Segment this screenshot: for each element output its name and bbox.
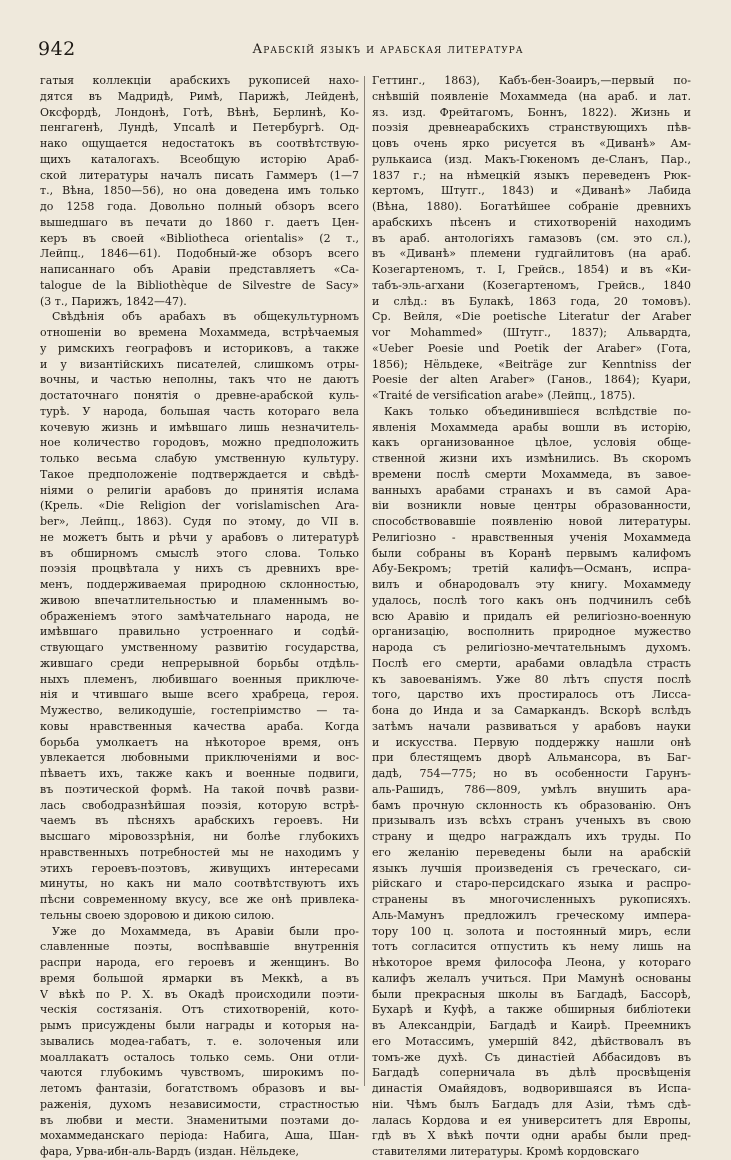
text-line: рымъ присуждены были награды и которыя на- — [40, 1019, 359, 1032]
text-line: ческія состязанія. Отъ стихотвореній, кото- — [40, 1003, 359, 1017]
text-line: минуты, но какъ ни мало соотвѣтствуютъ ихъ — [40, 877, 359, 891]
text-line: Уже до Мохаммеда, въ Аравіи были про- — [52, 924, 359, 938]
text-line: только весьма слабую умственную культуру. — [40, 452, 359, 465]
text-line: лась свободразнѣйшая поэзія, которую встрѣ- — [40, 798, 359, 812]
text-line: его желанію переведены были на арабскій — [372, 845, 691, 859]
text-line: Ср. Вейля, «Die poetische Literatur der Araber — [372, 310, 691, 324]
text-line: династія Омайядовъ, водворившаяся въ Испа- — [372, 1082, 691, 1095]
text-line: гатыя коллекціи арабскихъ рукописей нахо- — [40, 74, 359, 87]
text-line: дадѣ, 754—775; но въ особенности Гарунъ- — [372, 767, 691, 780]
text-line: не можетъ быть и рѣчи у арабовъ о литературѣ — [40, 530, 359, 544]
text-line: нако ощущается недостатокъ въ соотвѣтствую- — [40, 137, 359, 150]
text-line: ственной жизни ихъ измѣнились. Въ скоромъ — [372, 452, 691, 465]
text-line: турѣ. У народа, большая часть котораго вела — [40, 404, 359, 418]
text-line: цовъ очень ярко рисуется въ «Диванѣ» Ам- — [372, 137, 691, 150]
text-line: тотъ согласится отпустить къ нему лишь на — [372, 940, 691, 954]
text-line: табъ-эль-агхани (Козегартеномъ, Грейсв., 1840 — [372, 278, 691, 292]
text-line: Религіозно - нравственныя ученія Мохаммеда — [372, 530, 691, 544]
text-line: кертомъ, Штутг., 1843) и «Диванѣ» Лабида — [372, 184, 691, 198]
text-line: страну и щедро награждалъ ихъ труды. По — [372, 830, 691, 843]
text-line: того, царство ихъ простиралось отъ Лисса- — [372, 688, 691, 702]
text-line: Свѣдѣнія объ арабахъ въ общекультурномъ — [52, 310, 359, 324]
text-line: (3 т., Парижъ, 1842—47). — [40, 294, 187, 308]
text-line: лалась Кордова и ея университетъ для Европы, — [372, 1113, 691, 1127]
text-line: кочевую жизнь и имѣвшаго лишь незначитель- — [40, 420, 359, 434]
text-line: мохаммеданскаго періода: Набига, Аша, Шан- — [40, 1129, 359, 1143]
text-line: (Вѣна, 1880). Богатѣйшее собраніе древнихъ — [372, 200, 691, 213]
text-line: призывалъ изъ всѣхъ странъ ученыхъ въ свою — [372, 814, 691, 828]
text-line: чаются глубокимъ чувствомъ, широкимъ по- — [40, 1066, 359, 1080]
text-line: борьба умолкаетъ на нѣкоторое время, онъ — [40, 735, 359, 749]
text-line: бона до Инда и за Самаркандъ. Вскорѣ вслѣдъ — [372, 704, 691, 717]
text-line: снѣвшій появленіе Мохаммеда (на араб. и лат. — [372, 89, 691, 103]
text-line: поэзія древнеарабскихъ странствующихъ пѣв- — [372, 121, 691, 135]
text-line: вилъ и обнародовалъ эту книгу. Мохаммеду — [372, 578, 691, 591]
text-line: Аль-Мамунъ предложилъ греческому импера- — [372, 908, 691, 922]
text-line: гдѣ въ X вѣкѣ почти одни арабы были пред- — [372, 1129, 691, 1143]
text-line: Мужество, великодушіе, гостепріимство — та- — [40, 704, 359, 717]
text-line: и искусства. Первую поддержку нашли онѣ — [372, 735, 691, 749]
text-line: 1856); Нёльдеке, «Beiträge zur Kenntniss der — [372, 357, 691, 371]
text-line: способствовавшіе появленію новой литературы. — [372, 515, 691, 528]
text-line: раженія, духомъ независимости, страстностью — [40, 1097, 359, 1111]
text-line: чаемъ въ пѣсняхъ арабскихъ героевъ. Ни — [40, 814, 359, 828]
text-line: щихъ каталогахъ. Всеобщую исторію Араб- — [40, 152, 359, 166]
text-line: ображеніемъ этого замѣчательнаго народа, не — [40, 609, 359, 623]
text-line: до 1258 года. Довольно полный обзоръ всего — [40, 200, 359, 213]
text-line: ставителями литературы. Кромѣ кордовскаго — [372, 1145, 640, 1158]
text-line: «Ueber Poesie und Poetik der Araber» (Гота, — [372, 341, 691, 355]
text-line: и у византійскихъ писателей, слишкомъ отры- — [40, 357, 359, 371]
text-line: Багдадѣ соперничала въ дѣлѣ просвѣщенія — [372, 1066, 691, 1080]
text-line: т., Вѣна, 1850—56), но она доведена имъ только — [40, 184, 359, 198]
text-line: времени послѣ смерти Мохаммеда, въ завое- — [372, 467, 691, 481]
page-header — [38, 38, 698, 62]
text-line: достаточнаго понятія о древне-арабской куль- — [40, 389, 359, 402]
text-line: фара, Урва-ибн-аль-Вардъ (издан. Нёльдеке, — [40, 1145, 299, 1158]
text-line: менъ, поддерживаемая природною склонностью, — [40, 578, 359, 591]
text-line: какъ организованное цѣлое, условія обще- — [372, 436, 691, 450]
text-line: Poesie der alten Araber» (Ганов., 1864); Куари, — [372, 373, 691, 387]
text-line: въ любви и мести. Знаменитыми поэтами до- — [40, 1113, 359, 1127]
text-line: вышедшаго въ печати до 1860 г. даетъ Цен- — [40, 215, 359, 229]
text-line: живою впечатлительностью и пламеннымъ во- — [40, 593, 359, 607]
text-line: отношеніи во времена Мохаммеда, встрѣчаемыя — [40, 326, 359, 339]
text-line: Какъ только объединившіеся вслѣдствіе по- — [384, 404, 691, 418]
text-line: у римскихъ географовъ и историковъ, а также — [40, 341, 359, 355]
text-line: въ поэтической формѣ. На такой почвѣ разви- — [40, 782, 359, 796]
text-line: аль-Рашидъ, 786—809, умѣлъ внушить ара- — [372, 782, 691, 796]
text-line: въ обширномъ смыслѣ этого слова. Только — [40, 546, 359, 560]
text-line: (Крель. «Die Religion der vorislamischen Ara- — [40, 499, 359, 513]
text-line: ванныхъ арабами странахъ и въ самой Ара- — [372, 483, 691, 497]
text-line: ніями о религіи арабовъ до принятія ислама — [40, 483, 359, 497]
text-line: нія и чтившаго выше всего храбреца, героя. — [40, 688, 359, 702]
text-line: всю Аравію и придалъ ей религіозно-военную — [372, 609, 691, 623]
running-title: Арабскій языкъ и арабская литература — [252, 42, 524, 57]
text-line: поэзія процвѣтала у нихъ съ древнихъ вре- — [40, 562, 359, 576]
text-line: явленія Мохаммеда арабы вошли въ исторію, — [372, 420, 691, 434]
text-line: организацію, восполнить природное мужество — [372, 625, 691, 639]
text-line: написаннаго объ Аравіи представляетъ «Ca- — [40, 263, 359, 276]
text-line: славленные поэты, воспѣвавшіе внутреннія — [40, 940, 359, 954]
text-line: Лейпц., 1846—61). Подобный-же обзоръ всего — [40, 247, 359, 261]
text-line: віи возникли новые центры образованности, — [372, 499, 691, 513]
text-line: томъ-же духѣ. Съ династіей Аббасидовъ въ — [372, 1050, 691, 1064]
text-line: «Traité de versification arabe» (Лейпц., 1875). — [372, 389, 636, 402]
text-line: яз. изд. Фрейтагомъ, Боннъ, 1822). Жизнь и — [372, 105, 691, 119]
text-line: нѣкоторое время философа Леона, у котораго — [372, 956, 691, 969]
text-line: арабскихъ пѣсенъ и стихотвореній находимъ — [372, 215, 691, 229]
text-line: ныхъ племенъ, любившаго военныя приключе- — [40, 672, 359, 686]
text-line: V вѣкѣ по Р. Х. въ Окадѣ происходили поэти- — [40, 987, 359, 1001]
text-line: нравственныхъ потребностей мы не находимъ у — [40, 845, 359, 859]
text-line: Оксфордѣ, Лондонѣ, Готѣ, Вѣнѣ, Берлинѣ, Ко- — [40, 105, 359, 119]
text-line: были собраны въ Коранѣ первымъ калифомъ — [372, 546, 691, 560]
text-line: Послѣ его смерти, арабами овладѣла страсть — [372, 656, 691, 670]
text-line: его Мотассимъ, умершій 842, дѣйствовалъ въ — [372, 1034, 691, 1048]
text-line: Бухарѣ и Куфѣ, а также обширныя библіотеки — [372, 1003, 691, 1017]
text-line: были прекрасныя школы въ Багдадѣ, Бассорѣ, — [372, 987, 691, 1001]
text-line: Такое предположеніе подтверждается и свѣдѣ- — [40, 467, 359, 481]
text-line: вочны, и частью неполны, такъ что не даютъ — [40, 373, 359, 387]
text-line: увлекается любовными приключеніями и вос- — [40, 751, 359, 765]
text-line: имѣвшаго правильно устроеннаго и содѣй- — [40, 625, 359, 639]
text-line: и слѣд.: въ Булакѣ, 1863 года, 20 томовъ). — [372, 294, 691, 308]
text-line: въ араб. антологіяхъ гамазовъ (см. это сл.), — [372, 231, 691, 245]
text-line: бамъ прочную склонность къ образованію. Онъ — [372, 798, 691, 812]
text-line: при блестящемъ дворѣ Альмансора, въ Баг- — [372, 751, 691, 765]
text-line: тору 100 ц. золота и постоянный миръ, если — [372, 924, 691, 938]
text-line: рійскаго и старо-персидскаго языка и распро- — [372, 877, 691, 891]
text-line: рулькаиса (изд. Макъ-Гюкеномъ де-Сланъ, Пар., — [372, 152, 691, 166]
text-line: керъ въ своей «Bibliotheca orientalis» (2 т., — [40, 231, 359, 245]
text-line: моаллакатъ осталось только семь. Они отли- — [40, 1050, 359, 1064]
text-line: летомъ фантазіи, богатствомъ образовъ и вы- — [40, 1082, 359, 1095]
text-line: пѣваетъ ихъ, также какъ и военные подвиги, — [40, 767, 359, 780]
text-line: странены въ многочисленныхъ рукописяхъ. — [372, 893, 691, 906]
text-line: ковы нравственныя качества араба. Когда — [40, 719, 359, 733]
text-line: Козегартеномъ, т. I, Грейсв., 1854) и въ «Ки- — [372, 263, 691, 276]
text-line: распри народа, его героевъ и женщинъ. Во — [40, 956, 359, 969]
text-line: высшаго міровоззрѣнія, ни болѣе глубокихъ — [40, 830, 359, 843]
text-line: этихъ героевъ-поэтовъ, живущихъ интересами — [40, 861, 359, 875]
text-line: ствующаго умственному развитію государства, — [40, 641, 359, 654]
text-line: удалось, послѣ того какъ онъ подчинилъ себѣ — [372, 593, 691, 607]
text-line: калифъ желалъ учиться. При Мамунѣ основаны — [372, 971, 691, 985]
text-line: народа съ религіозно-мечтательнымъ духомъ. — [372, 641, 691, 654]
text-line: vor Mohammed» (Штутг., 1837); Альвардта, — [372, 326, 691, 339]
text-line: тельны своею здоровою и дикою силою. — [40, 908, 275, 922]
text-line: ской литературы началъ писать Гаммеръ (1—7 — [40, 168, 359, 182]
text-line: въ Александріи, Багдадѣ и Каирѣ. Преемникъ — [372, 1019, 691, 1032]
text-line: пѣсни современному вкусу, все же онѣ привлека- — [40, 893, 359, 906]
text-line: пенгагенѣ, Лундѣ, Упсалѣ и Петербургѣ. Од- — [40, 121, 359, 135]
left-column — [40, 73, 359, 1160]
text-line: ніи. Чѣмъ былъ Багдадъ для Азіи, тѣмъ сдѣ- — [372, 1097, 691, 1111]
text-line: talogue de la Bibliothèque de Silvestre de Sacy» — [40, 278, 359, 292]
column-divider — [364, 76, 365, 1086]
text-line: ное количество городовъ, можно предположить — [40, 436, 359, 450]
right-column — [372, 73, 691, 1160]
text-line: жившаго среди непрерывной борьбы отдѣль- — [40, 656, 359, 670]
text-line: ber», Лейпц., 1863). Судя по этому, до VII в. — [40, 515, 359, 528]
text-line: Геттинг., 1863), Кабъ-бен-Зоаиръ,—первый по- — [372, 74, 691, 87]
text-line: затѣмъ начали развиваться у арабовъ науки — [372, 719, 691, 733]
text-line: въ «Диванѣ» племени гудгайлитовъ (на араб. — [372, 247, 691, 261]
text-line: зывались модеа-габатъ, т. е. золоченыя или — [40, 1034, 359, 1048]
text-line: къ завоеваніямъ. Уже 80 лѣтъ спустя послѣ — [372, 672, 691, 686]
text-line: время большой ярмарки въ Меккѣ, а въ — [40, 971, 359, 985]
text-line: языкъ лучшія произведенія съ греческаго, си- — [372, 861, 691, 875]
text-line: Абу-Бекромъ; третій калифъ—Османъ, испра- — [372, 562, 691, 576]
page-number: 942 — [38, 38, 76, 60]
text-line: дятся въ Мадридѣ, Римѣ, Парижѣ, Лейденѣ, — [40, 89, 359, 103]
text-line: 1837 г.; на нѣмецкій языкъ переведенъ Рюк- — [372, 168, 691, 182]
